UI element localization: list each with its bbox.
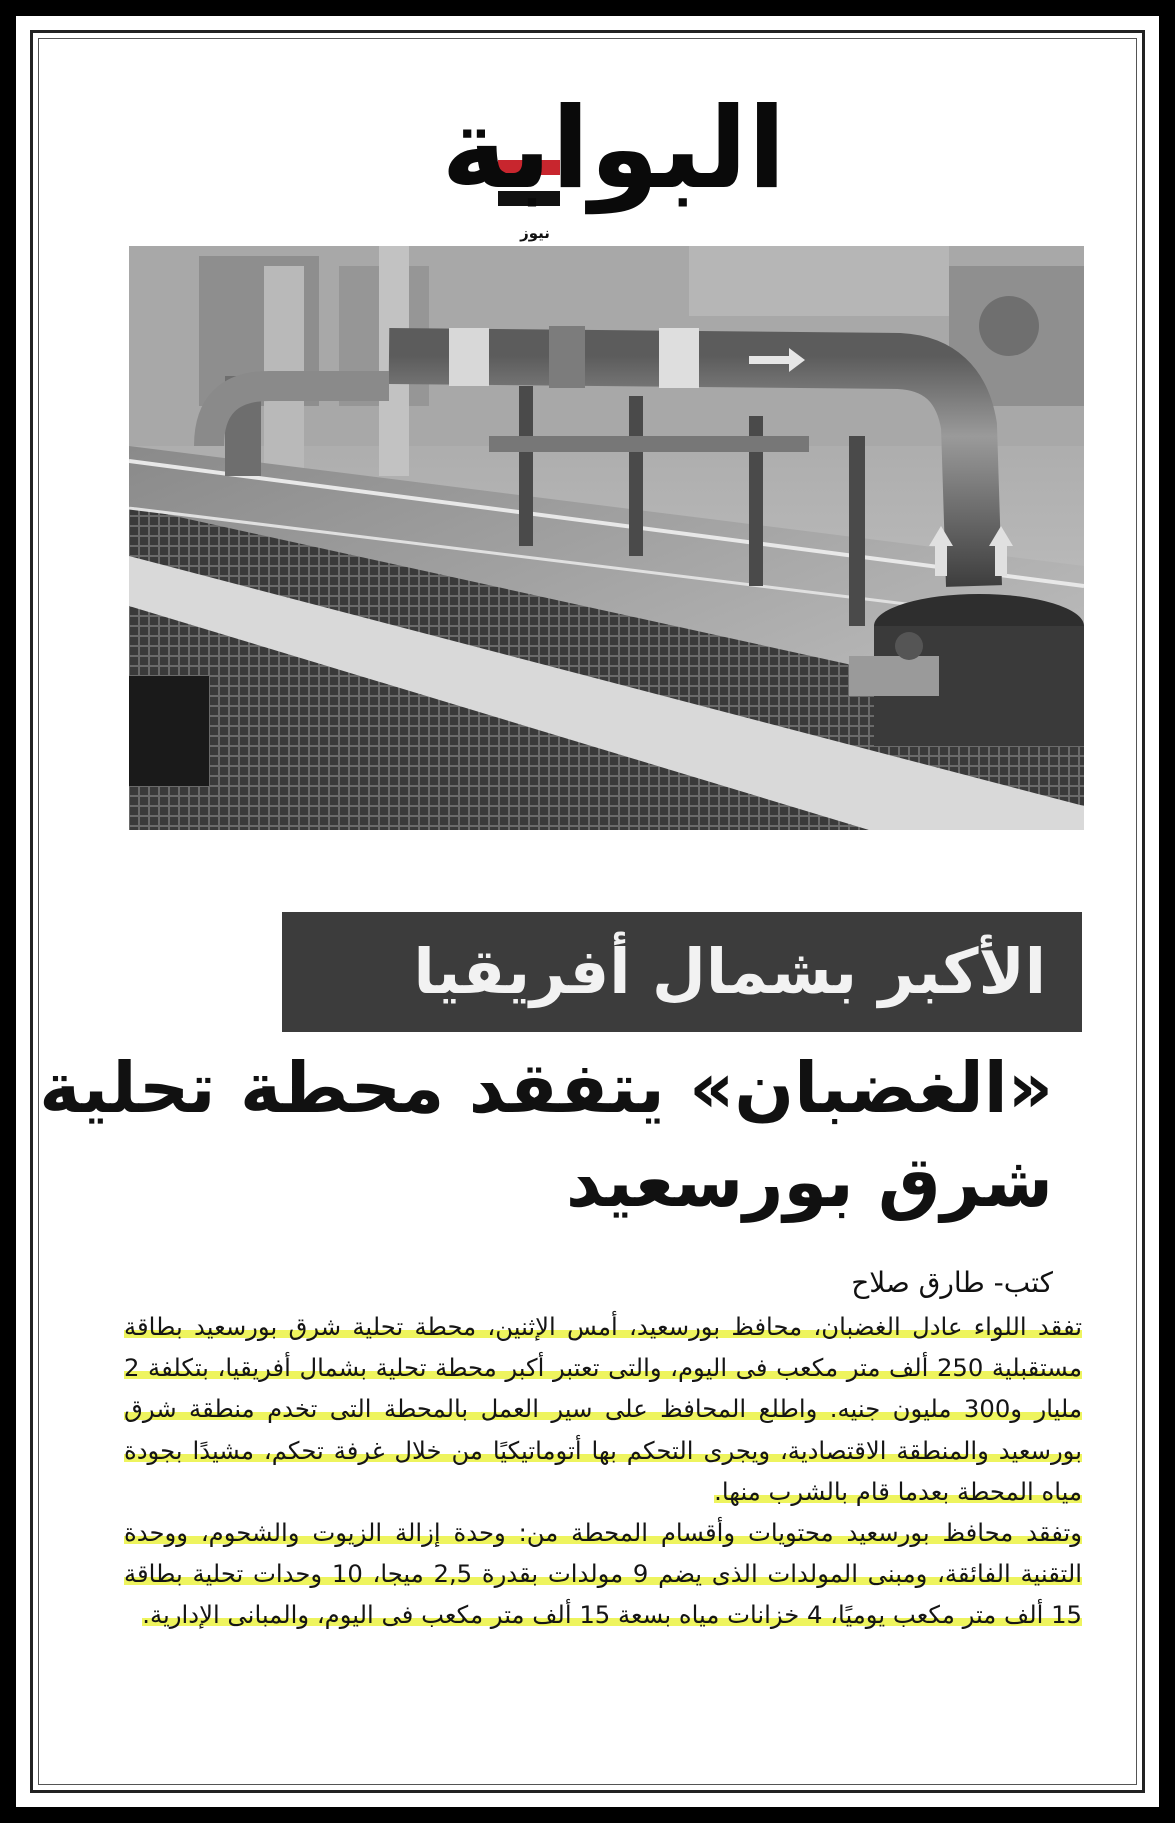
headline-line-2: شرق بورسعيد <box>565 1141 1053 1223</box>
kicker-text: الأكبر بشمال أفريقيا <box>413 935 1046 1008</box>
paragraph-2 <box>124 1512 1082 1636</box>
paragraph-1-text: تفقد اللواء عادل الغضبان، محافظ بورسعيد، أمس الإثنين، محطة تحلية شرق بورسعيد بطاقة مستقبلية 250 ألف متر مكعب فى اليوم، والتى تعتبر أكبر محطة تحلية بشمال أفريقيا، بتكلفة 2 مليار و300 مليون جنيه. واطلع المحافظ على سير العمل بالمحطة التى تخدم منطقة شرق بورسعيد والمنطقة الاقتصادية، ويجرى التحكم بها أتوماتيكيًا من خلال غرفة تحكم، مشيدًا بجودة مياه المحطة بعدما قام بالشرب منها. <box>124 1312 1082 1506</box>
article-body <box>124 1306 1082 1636</box>
kicker-banner <box>282 912 1082 1032</box>
newspaper-logo <box>441 74 786 242</box>
logo-wordmark: البوابة <box>441 84 786 214</box>
newspaper-clipping <box>16 16 1159 1807</box>
logo-subtitle: نيوز <box>520 224 550 242</box>
paragraph-1 <box>124 1306 1082 1512</box>
byline: كتب- طارق صلاح <box>851 1266 1053 1299</box>
headline-line-1: «الغضبان» يتفقد محطة تحلية <box>39 1047 1053 1129</box>
paragraph-2-text: وتفقد محافظ بورسعيد محتويات وأقسام المحطة من: وحدة إزالة الزيوت والشحوم، ووحدة التقنية الفائقة، ومبنى المولدات الذى يضم 9 مولدات بقدرة 2,5 ميجا، 10 وحدات تحلية بطاقة 15 ألف متر مكعب يوميًا، 4 خزانات مياه بسعة 15 ألف متر مكعب فى اليوم، والمبانى الإدارية. <box>124 1518 1082 1630</box>
desalination-plant-photo <box>129 246 1084 830</box>
